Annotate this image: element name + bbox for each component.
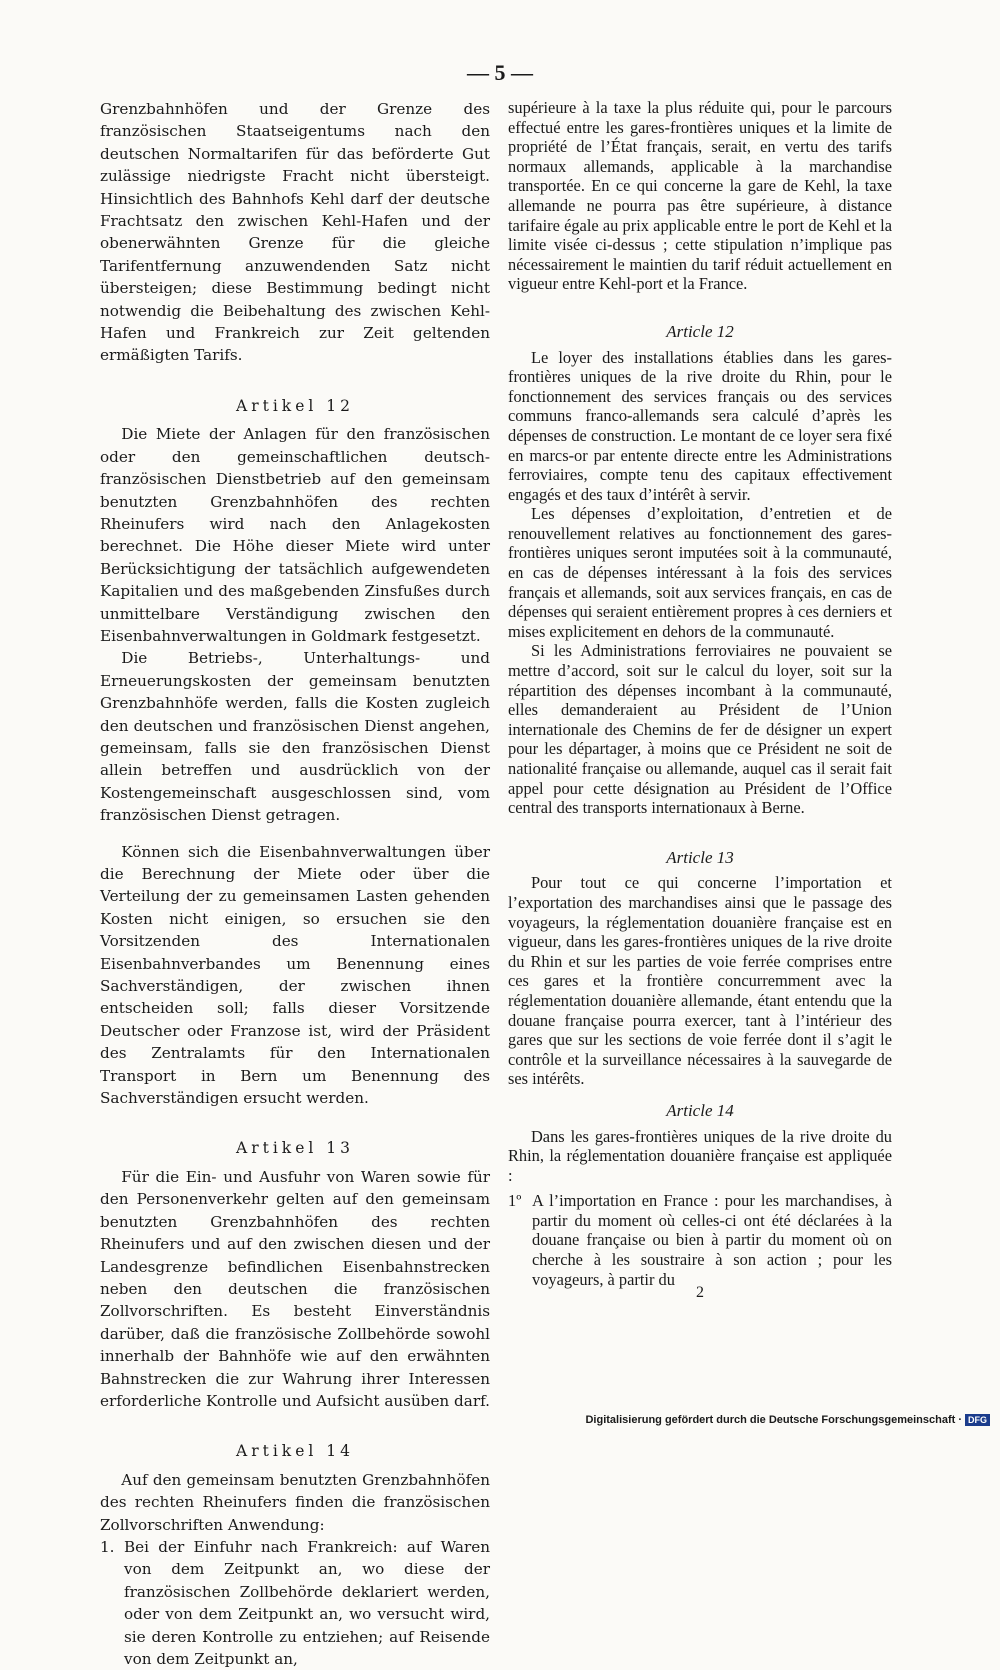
fr-article-13-heading: Article 13 [666,847,734,867]
de-art14-list-item-1 [100,1536,490,1670]
page-number: — 5 — [467,60,533,85]
signature-mark: 2 [696,1284,704,1301]
de-intro-paragraph: Grenzbahnhöfen und der Grenze des französischen Staatseigentums nach den deutschen Normaltarifen für das beförderte Gut zulässige niedrigste Fracht nicht übersteigt. Hinsichtlich des Bahnhofs Kehl darf der deutsche Frachtsatz den zwischen Kehl-Hafen und der obenerwähnten Grenze für die gleiche Tarifentfernung anzuwendenden Satz nicht übersteigen; diese Bestimmung bedingt nicht notwendig die Beibehaltung des zwischen Kehl-Hafen und Frankreich zur Zeit geltenden ermäßigten Tarifs. [100,100,490,365]
de-art12-paragraph-2: Die Betriebs-, Unterhaltungs- und Erneuerungskosten der gemeinsam benutzten Grenzbahnhöfe werden, falls die Kosten zugleich den deutschen und französischen Dienst angehen, gemeinsam, falls sie den französischen Dienst allein betreffen und ausdrücklich von der Kostengemeinschaft ausgeschlossen sind, vom französischen Dienst getragen. [100,649,490,825]
de-article-13-heading: Artikel 13 [236,1139,354,1158]
de-art14-paragraph-1: Auf den gemeinsam benutzten Grenzbahnhöfen des rechten Rheinufers finden die französischen Zollvorschriften Anwendung: [100,1470,490,1534]
fr-art12-paragraph-1: Le loyer des installations établies dans les gares-frontières uniques de la rive droite du Rhin, pour le fonctionnement des services français ou des services communs franco-allemands sera calculé d’après les dépenses de construction. Le montant de ce loyer sera fixé en marcs-or par entente directe entre les Administrations ferroviaires, compte tenu des capitaux effectivement engagés et des taux d’intérêt à servir. [508,347,892,504]
credit-text: Digitalisierung gefördert durch die Deutsche Forschungsgemeinschaft · [585,1414,962,1426]
de-art13-paragraph-1: Für die Ein- und Ausfuhr von Waren sowie für den Personenverkehr gelten auf den gemeinsam benutzten Grenzbahnhöfen des rechten Rheinufers und auf den zwischen diesen und der Landesgrenze befindlichen Eisenbahnstrecken neben den deutschen die französischen Zollvorschriften. Es besteht Einverständnis darüber, daß die französische Zollbehörde sowohl innerhalb der Bahnhöfe wie auf den erwähnten Bahnstrecken die zur Wahrung ihrer Interessen erforderliche Kontrolle und Aufsicht ausüben darf. [100,1167,490,1410]
french-column [508,98,892,1289]
list-number: 1º [508,1191,522,1211]
fr-art14-paragraph-1: Dans les gares-frontières uniques de la rive droite du Rhin, la réglementation douanière française est appliquée : [508,1126,892,1185]
digitization-credit [585,1414,990,1426]
fr-art14-list-item-1 [508,1191,892,1289]
fr-art13-paragraph-1: Pour tout ce qui concerne l’importation et l’exportation des marchandises ainsi que le passage des voyageurs, la réglementation douanière française est en vigueur, dans les gares-frontières uniques de la rive droite du Rhin et sur les parties de voie ferrée comprises entre ces gares et la frontière concurremment avec la réglementation douanière allemande, étant entendu que la douane française pourra exercer, tant à l’intérieur des gares que sur les sections de voie ferrée dont il s’agit le contrôle et la surveillance nécessaires à la sauvegarde de ses intérêts. [508,873,892,1089]
fr-intro-paragraph: supérieure à la taxe la plus réduite qui, pour le parcours effectué entre les gares-frontières uniques et la limite de propriété de l’État français, serait, en vertu des tarifs normaux allemands, applicable à la marchandise transportée. En ce qui concerne la gare de Kehl, la taxe allemande ne pourra pas être supérieure, à distance tarifaire égale au prix applicable entre le port de Kehl et la limite visée ci-dessus ; cette stipulation n’implique pas nécessairement le maintien du tarif réduit actuellement en vigueur entre Kehl-port et la France. [508,98,892,294]
de-art12-paragraph-1: Die Miete der Anlagen für den französischen oder den gemeinschaftlichen deutsch-französischen Dienstbetrieb auf den gemeinsam benutzten Grenzbahnhöfen des rechten Rheinufers wird nach den Anlagekosten berechnet. Die Höhe dieser Miete wird unter Berücksichtigung der tatsächlich aufgewendeten Kapitalien und des maßgebenden Zinsfußes durch unmittelbare Verständigung zwischen den Eisenbahnverwaltungen in Goldmark festgesetzt. [100,425,490,645]
list-text: A l’importation en France : pour les marchandises, à partir du moment où celles-ci ont été déclarées à la douane française ou bien à partir du moment où on cherche à les soustraire à son action ; pour les voyageurs, à partir du [532,1191,892,1289]
fr-art12-paragraph-2: Les dépenses d’exploitation, d’entretien et de renouvellement relatives au fonctionnement des gares-frontières uniques seront imputées soit à la communauté, en cas de dépenses intéressant à la fois des services français et allemands, soit aux services français, en cas de dépenses qui seraient entièrement propres à ces derniers et mises explicitement en dehors de la communauté. [508,504,892,641]
fr-article-14-heading: Article 14 [666,1100,734,1120]
dfg-logo-icon: DFG [965,1414,990,1426]
fr-article-12-heading: Article 12 [666,321,734,341]
german-column [100,98,490,1670]
de-article-14-heading: Artikel 14 [236,1442,354,1461]
de-art12-paragraph-3: Können sich die Eisenbahnverwaltungen über die Berechnung der Miete oder über die Verteilung der zu gemeinsamen Lasten gehenden Kosten nicht einigen, so ersuchen sie den Vorsitzenden des Internationalen Eisenbahnverbandes um Benennung eines Sachverständigen, der zwischen ihnen entscheiden soll; falls dieser Vorsitzende Deutscher oder Franzose ist, wird der Präsident des Zentralamts für den Internationalen Transport in Bern um Benennung des Sachverständigen ersucht werden. [100,842,490,1108]
de-article-12-heading: Artikel 12 [236,396,354,415]
list-number: 1. [100,1537,115,1556]
list-text: Bei der Einfuhr nach Frankreich: auf Waren von dem Zeitpunkt an, wo diese der französischen Zollbehörde deklariert werden, oder von dem Zeitpunkt an, wo versucht wird, sie deren Kontrolle zu entziehen; auf Reisende von dem Zeitpunkt an, [124,1537,490,1668]
fr-art12-paragraph-3: Si les Administrations ferroviaires ne pouvaient se mettre d’accord, soit sur le calcul du loyer, soit sur la répartition des dépenses incombant à la communauté, elles demanderaient au Président de l’Union internationale des Chemins de fer de désigner un expert pour les départager, à moins que ce Président ne soit de nationalité française ou allemande, auquel cas il serait fait appel pour cette désignation au Président de l’Office central des transports internationaux à Berne. [508,641,892,818]
